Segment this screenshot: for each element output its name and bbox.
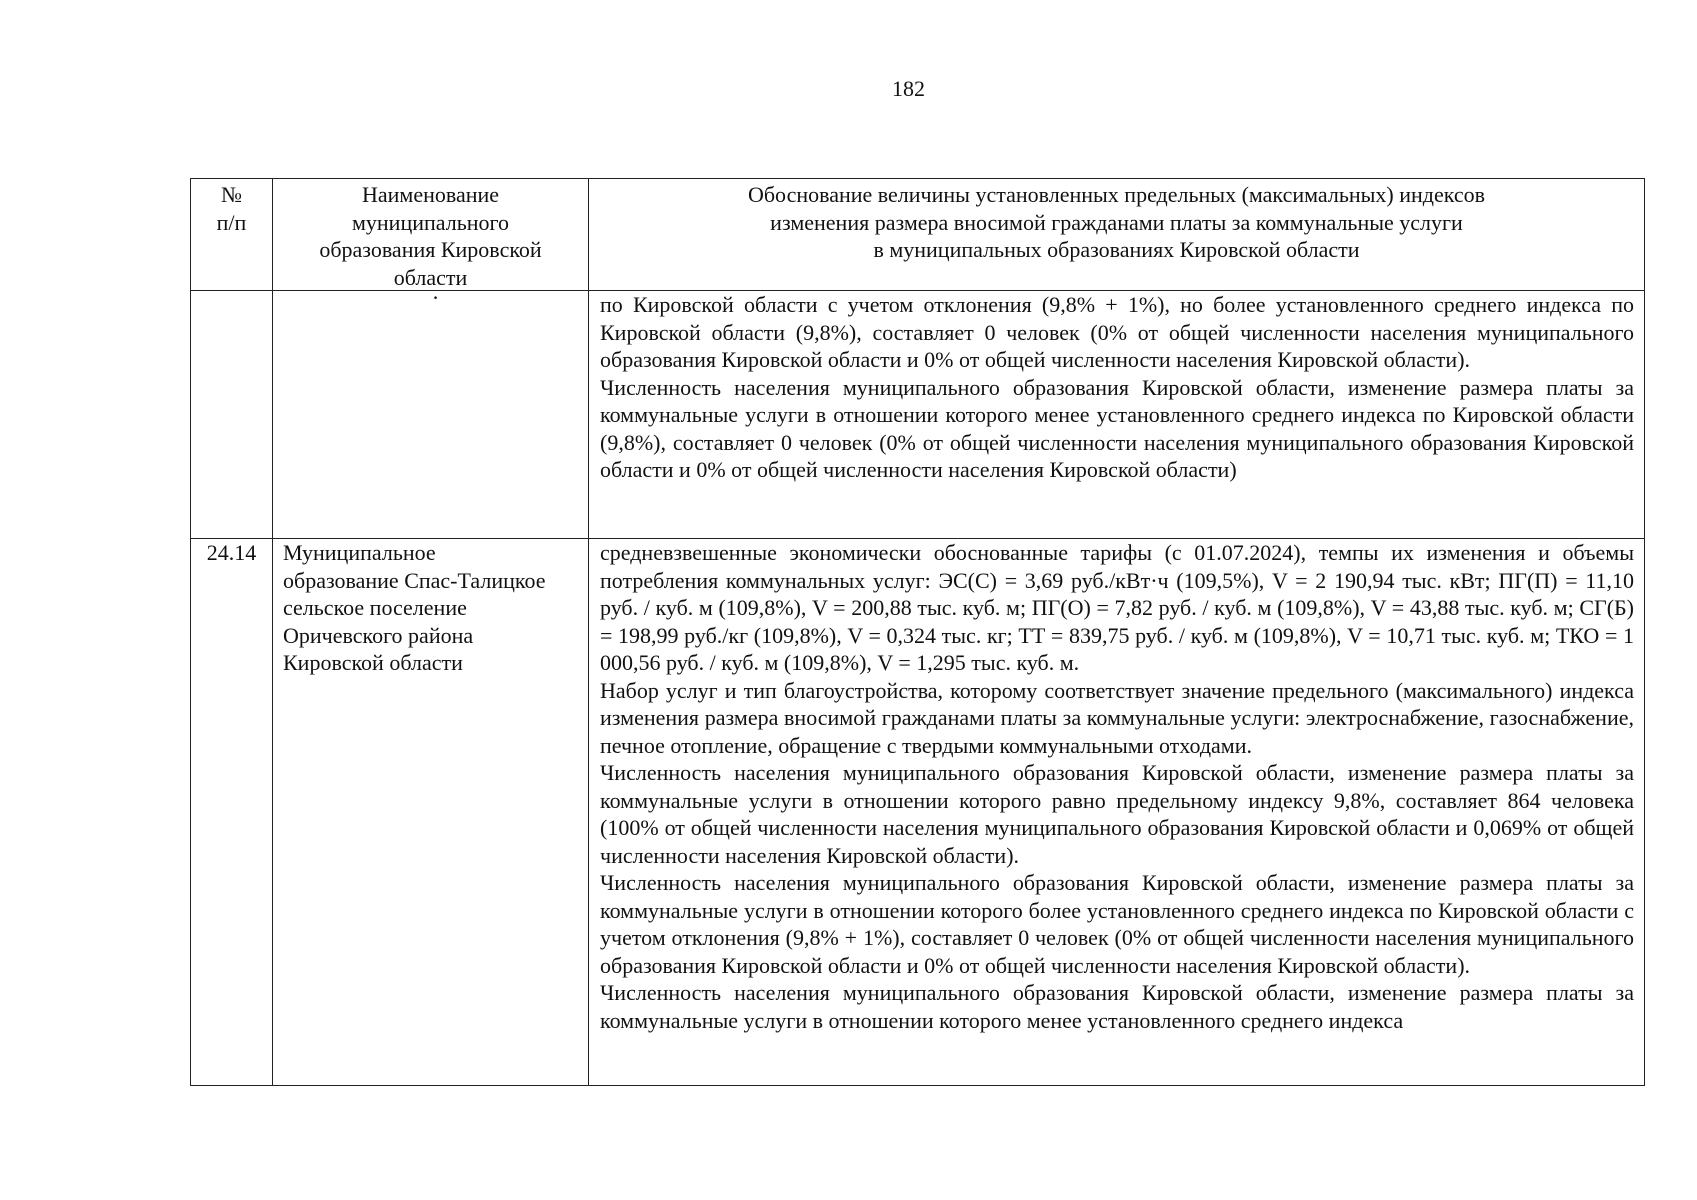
row-name-cell: · — [273, 291, 589, 539]
table-row — [191, 291, 1645, 539]
row-name-cell: Муниципальное образование Спас-Талицкое сельское поселение Оричевского района Кировской области — [273, 539, 589, 1086]
paragraph: по Кировской области с учетом отклонения (9,8% + 1%), но более установленного среднего индекса по Кировской области (9,8%), составляет 0 человек (0% от общей численности населения муниципального образования Кировской области и 0% от общей численности населения Кировской области). — [600, 292, 1634, 372]
table-header-row — [191, 179, 1645, 291]
row-num-cell — [191, 291, 273, 539]
table-row — [191, 539, 1645, 1086]
paragraph: Численность населения муниципального образования Кировской области, изменение размера платы за коммунальные услуги в отношении которого равно предельному индексу 9,8%, составляет 864 человека (100% от общей численности населения муниципального образования Кировской области и 0,069% от общей численности населения Кировской области). — [600, 760, 1634, 868]
header-num: № п/п — [191, 179, 273, 291]
header-name: Наименование муниципального образования Кировской области — [273, 179, 589, 291]
header-text: Обоснование величины установленных предельных (максимальных) индексов изменения размера вносимой гражданами платы за коммунальные услуги в муниципальных образованиях Кировской области — [589, 179, 1645, 291]
indices-table — [190, 178, 1645, 1086]
row-text-cell — [589, 291, 1645, 539]
paragraph: средневзвешенные экономически обоснованные тарифы (с 01.07.2024), темпы их изменения и объемы потребления коммунальных услуг: ЭС(С) = 3,69 руб./кВт·ч (109,5%), V = 2 190,94 тыс. кВт; ПГ(П) = 11,10 руб. / куб. м (109,8%), V = 200,88 тыс. куб. м; ПГ(О) = 7,82 руб. / куб. м (109,8%), V = 43,88 тыс. куб. м; СГ(Б) = 198,99 руб./кг (109,8%), V = 0,324 тыс. кг; ТТ = 839,75 руб. / куб. м (109,8%), V = 10,71 тыс. куб. м; ТКО = 1 000,56 руб. / куб. м (109,8%), V = 1,295 тыс. куб. м. — [600, 540, 1634, 675]
row-num-cell: 24.14 — [191, 539, 273, 1086]
row-text-cell — [589, 539, 1645, 1086]
page-number: 182 — [892, 76, 925, 101]
paragraph: Численность населения муниципального образования Кировской области, изменение размера платы за коммунальные услуги в отношении которого менее установленного среднего индекса по Кировской области (9,8%), составляет 0 человек (0% от общей численности населения муниципального образования Кировской области и 0% от общей численности населения Кировской области) — [600, 374, 1634, 482]
paragraph: Численность населения муниципального образования Кировской области, изменение размера платы за коммунальные услуги в отношении которого менее установленного среднего индекса — [600, 980, 1634, 1033]
paragraph: Численность населения муниципального образования Кировской области, изменение размера платы за коммунальные услуги в отношении которого более установленного среднего индекса по Кировской области с учетом отклонения (9,8% + 1%), составляет 0 человек (0% от общей численности населения муниципального образования Кировской области и 0% от общей численности населения Кировской области). — [600, 870, 1634, 978]
paragraph: Набор услуг и тип благоустройства, которому соответствует значение предельного (максимального) индекса изменения размера вносимой гражданами платы за коммунальные услуги: электроснабжение, газоснабжение, печное отопление, обращение с твердыми коммунальными отходами. — [600, 677, 1634, 758]
